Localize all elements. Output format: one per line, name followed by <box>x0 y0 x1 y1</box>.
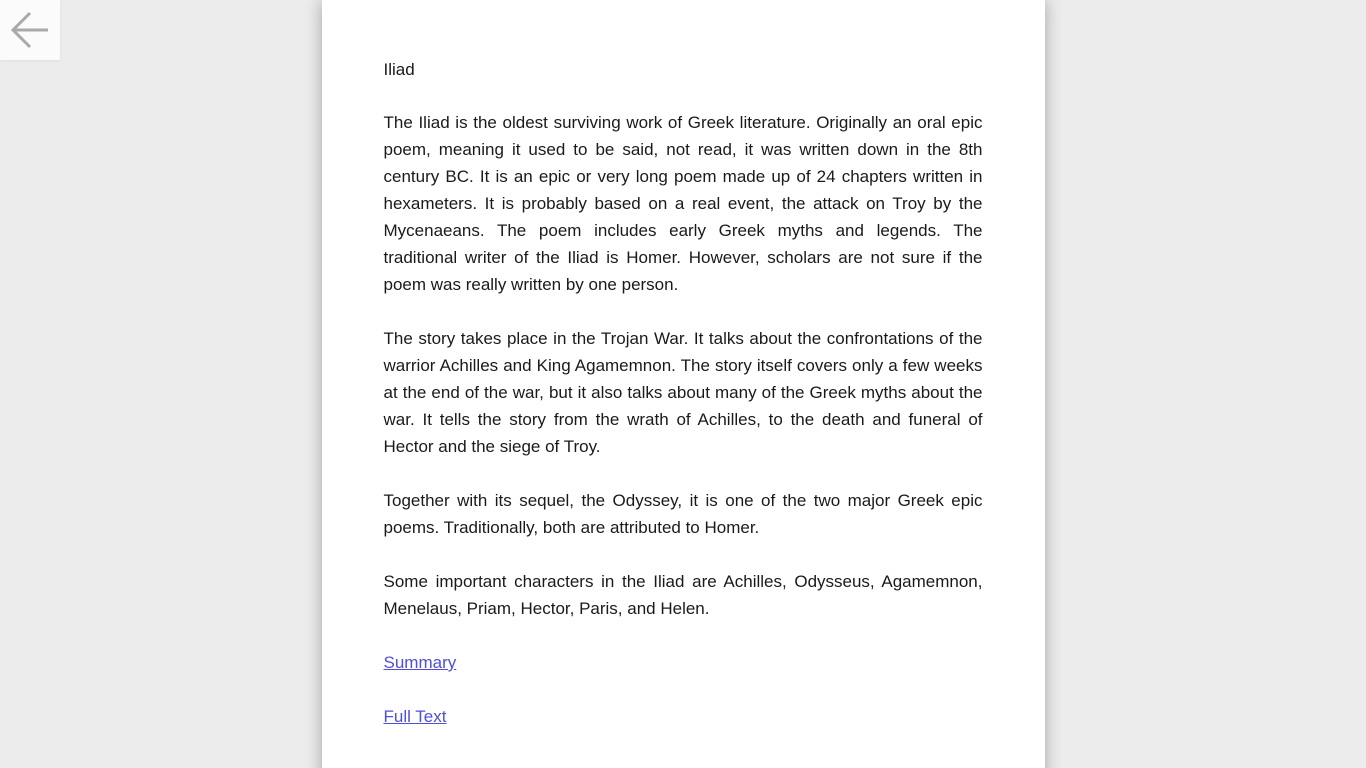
back-button[interactable] <box>0 0 60 60</box>
page-title: Iliad <box>383 60 415 79</box>
paragraph-story: The story takes place in the Trojan War. It talks about the confrontations of the warrior Achilles and King Agamemnon. The story itself covers only a few weeks at the end of the war, but it also talks about many of the Greek myths about the war. It tells the story from the wrath of Achilles, to the death and funeral of Hector and the siege of Troy. <box>383 329 983 456</box>
summary-link[interactable]: Summary <box>383 653 457 672</box>
full-text-link[interactable]: Full Text <box>383 707 447 726</box>
document-panel <box>322 0 1045 768</box>
full-text-link-row <box>384 703 983 730</box>
paragraph-sequel: Together with its sequel, the Odyssey, it is one of the two major Greek epic poems. Traditionally, both are attributed to Homer. <box>383 491 983 537</box>
paragraph-intro: The Iliad is the oldest surviving work of Greek literature. Originally an oral epic poem, meaning it used to be said, not read, it was written down in the 8th century BC. It is an epic or very long poem made up of 24 chapters written in hexameters. It is probably based on a real event, the attack on Troy by the Mycenaeans. The poem includes early Greek myths and legends. The traditional writer of the Iliad is Homer. However, scholars are not sure if the poem was really written by one person. <box>383 113 983 294</box>
back-arrow-icon <box>8 10 52 50</box>
paragraph-characters: Some important characters in the Iliad are Achilles, Odysseus, Agamemnon, Menelaus, Priam, Hector, Paris, and Helen. <box>383 572 983 618</box>
summary-link-row <box>384 649 983 676</box>
